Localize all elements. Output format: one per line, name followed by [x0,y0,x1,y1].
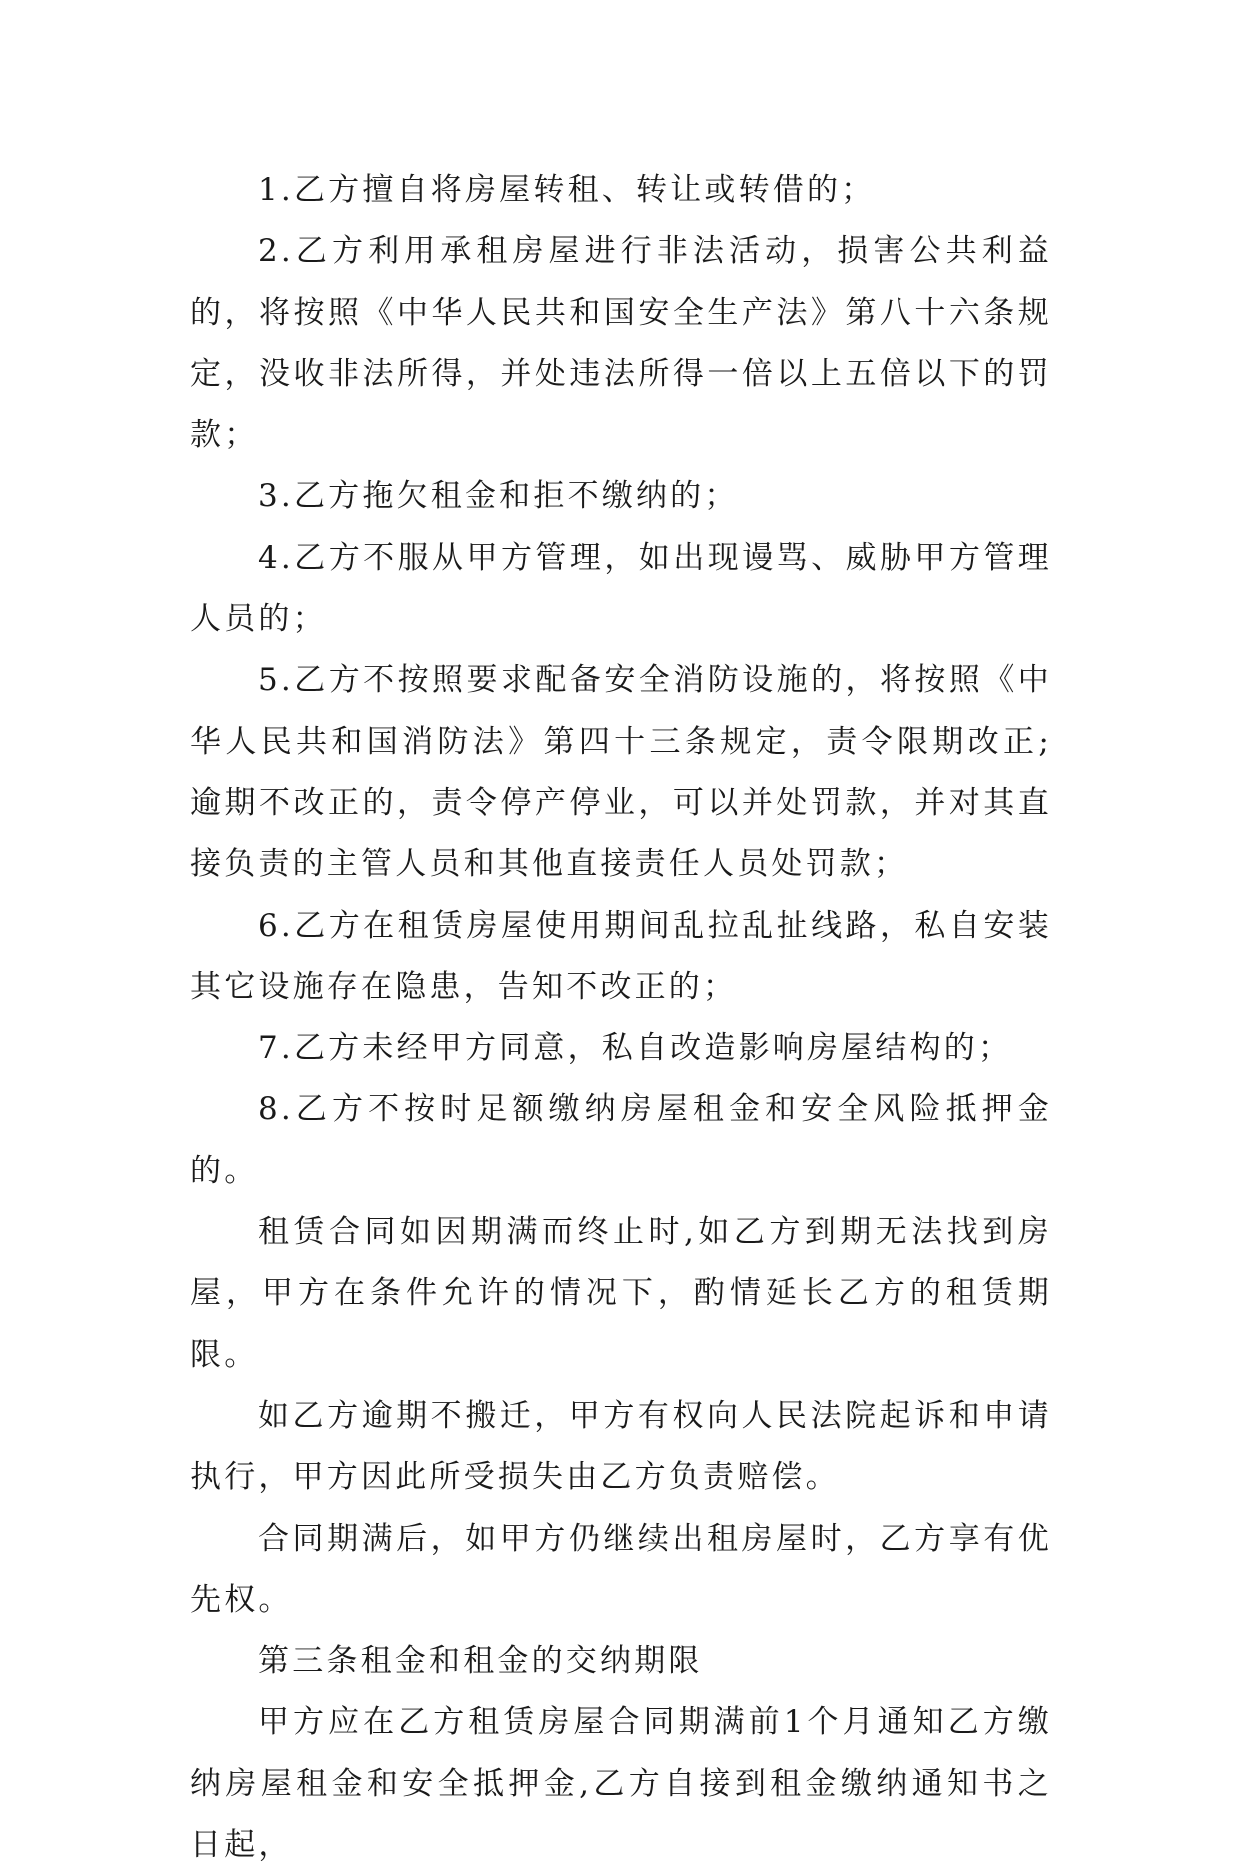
clause-item-1: 1.乙方擅自将房屋转租、转让或转借的； [258,172,876,208]
clause-item-3: 3.乙方拖欠租金和拒不缴纳的； [258,478,739,515]
clause-item-6: 6.乙方在租赁房屋使用期间乱拉乱扯线路，私自安装其它设施存在隐患，告知不改正的； [190,907,1052,1005]
clause-item-4: 4.乙方不服从甲方管理，如出现谩骂、威胁甲方管理人员的； [190,539,1052,638]
paragraph-overdue-relocation: 如乙方逾期不搬迁，甲方有权向人民法院起诉和申请执行，甲方因此所受损失由乙方负责赔偿。 [190,1397,1052,1496]
section-heading-article-3: 第三条租金和租金的交纳期限 [258,1643,703,1680]
clause-item-8: 8.乙方不按时足额缴纳房屋租金和安全风险抵押金的。 [190,1091,1052,1189]
paragraph-rent-notice: 甲方应在乙方租赁房屋合同期满前1个月通知乙方缴纳房屋租金和安全抵押金,乙方自接到租金缴纳通知书之日起， [190,1704,1052,1864]
paragraph-priority-right: 合同期满后，如甲方仍继续出租房屋时，乙方享有优先权。 [190,1520,1052,1618]
clause-item-5: 5.乙方不按照要求配备安全消防设施的，将按照《中华人民共和国消防法》第四十三条规定，责令限期改正;逾期不改正的，责令停产停业，可以并处罚款，并对其直接负责的主管人员和其他直接责任人员处罚款； [190,662,1052,883]
clause-item-7: 7.乙方未经甲方同意，私自改造影响房屋结构的； [258,1030,1013,1067]
paragraph-lease-extension: 租赁合同如因期满而终止时,如乙方到期无法找到房屋，甲方在条件允许的情况下，酌情延长乙方的租赁期限。 [190,1214,1052,1373]
document-body [190,160,1052,1876]
clause-item-2: 2.乙方利用承租房屋进行非法活动，损害公共利益的，将按照《中华人民共和国安全生产法》第八十六条规定，没收非法所得，并处违法所得一倍以上五倍以下的罚款； [190,233,1052,454]
